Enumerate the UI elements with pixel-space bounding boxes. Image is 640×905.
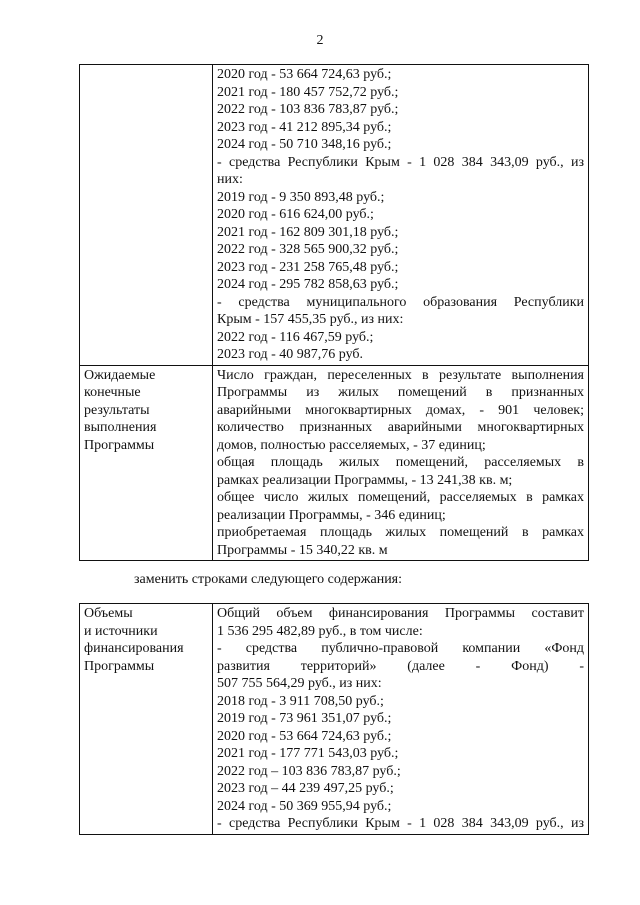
table-cell-content xyxy=(213,65,589,366)
text-line: Программы из жилых помещений в признанных xyxy=(217,385,584,400)
text-line: рамках реализации Программы, - 13 241,38 кв. м; xyxy=(217,472,513,488)
text-line: Общий объем финансирования Программы составит xyxy=(217,606,584,621)
label-line: финансирования xyxy=(84,641,184,656)
text-line: 2023 год - 40 987,76 руб. xyxy=(217,347,364,362)
label-line: выполнения xyxy=(84,420,157,435)
text-line: 2024 год - 295 782 858,63 руб.; xyxy=(217,277,399,292)
text-line: 2020 год - 53 664 724,63 руб.; xyxy=(217,67,392,82)
label-line: конечные xyxy=(84,385,141,400)
text-line: 507 755 564,29 руб., из них: xyxy=(217,676,382,691)
label-line: Ожидаемые xyxy=(84,367,156,383)
table-cell-label xyxy=(80,604,213,835)
text-line: 2023 год - 41 212 895,34 руб.; xyxy=(217,119,392,135)
passport-table-old xyxy=(79,64,589,561)
text-line: 2021 год - 177 771 543,03 руб.; xyxy=(217,746,399,761)
text-line: 2021 год - 180 457 752,72 руб.; xyxy=(217,84,399,100)
text-line: Программы - 15 340,22 кв. м xyxy=(217,542,388,558)
text-line: 2021 год - 162 809 301,18 руб.; xyxy=(217,224,399,240)
text-line: 2024 год - 50 369 955,94 руб.; xyxy=(217,798,392,814)
page-number: 2 xyxy=(316,33,324,48)
text-line: 2022 год – 103 836 783,87 руб.; xyxy=(217,763,401,779)
table-row xyxy=(80,604,589,835)
text-line: - средства публично-правовой компании «Фонд xyxy=(217,641,584,656)
text-line: 2022 год - 328 565 900,32 руб.; xyxy=(217,242,399,257)
text-line: 1 536 295 482,89 руб., в том числе: xyxy=(217,623,423,639)
text-line: 2022 год - 116 467,59 руб.; xyxy=(217,329,374,345)
text-line: домов, полностью расселяемых, - 37 единиц; xyxy=(217,437,486,453)
text-line: приобретаемая площадь жилых помещений в рамках xyxy=(217,525,584,540)
label-line: Программы xyxy=(84,437,155,453)
text-line: 2019 год - 73 961 351,07 руб.; xyxy=(217,711,392,726)
table-row xyxy=(80,65,589,366)
text-line: 2023 год - 231 258 765,48 руб.; xyxy=(217,259,399,275)
text-line: 2022 год - 103 836 783,87 руб.; xyxy=(217,102,399,117)
label-line: Программы xyxy=(84,658,155,674)
text-line: - средства муниципального образования Республики xyxy=(217,294,584,310)
text-line: - средства Республики Крым - 1 028 384 343,09 руб., из xyxy=(217,154,584,170)
text-line: 2024 год - 50 710 348,16 руб.; xyxy=(217,137,392,152)
text-line: развития территорий» (далее - Фонд) - xyxy=(217,658,584,674)
text-line: 2019 год - 9 350 893,48 руб.; xyxy=(217,189,385,205)
passport-table-new xyxy=(79,603,589,835)
text-line: реализации Программы, - 346 единиц; xyxy=(217,507,446,523)
text-line: них: xyxy=(217,172,243,187)
text-line: 2020 год - 616 624,00 руб.; xyxy=(217,207,374,222)
text-line: 2020 год - 53 664 724,63 руб.; xyxy=(217,728,392,744)
text-line: аварийными многоквартирных домах, - 901 человек; xyxy=(217,402,584,418)
text-line: общее число жилых помещений, расселяемых в рамках xyxy=(217,490,584,505)
table-cell-content xyxy=(213,604,589,835)
label-line: результаты xyxy=(84,402,150,418)
text-line: Число граждан, переселенных в результате выполнения xyxy=(217,367,584,383)
text-line: 2018 год - 3 911 708,50 руб.; xyxy=(217,693,384,709)
text-line: количество признанных аварийными многоквартирных xyxy=(217,420,584,435)
text-line: Крым - 157 455,35 руб., из них: xyxy=(217,312,404,327)
text-line: 2023 год – 44 239 497,25 руб.; xyxy=(217,781,394,796)
text-line: - средства Республики Крым - 1 028 384 343,09 руб., из xyxy=(217,816,584,831)
table-cell-label xyxy=(80,365,213,561)
text-line: общая площадь жилых помещений, расселяемых в xyxy=(217,455,584,470)
replacement-instruction: заменить строками следующего содержания: xyxy=(134,572,403,587)
table-cell-label xyxy=(80,65,213,366)
label-line: Объемы xyxy=(84,606,133,621)
label-line: и источники xyxy=(84,623,158,639)
table-cell-content xyxy=(213,365,589,561)
table-row xyxy=(80,365,589,561)
